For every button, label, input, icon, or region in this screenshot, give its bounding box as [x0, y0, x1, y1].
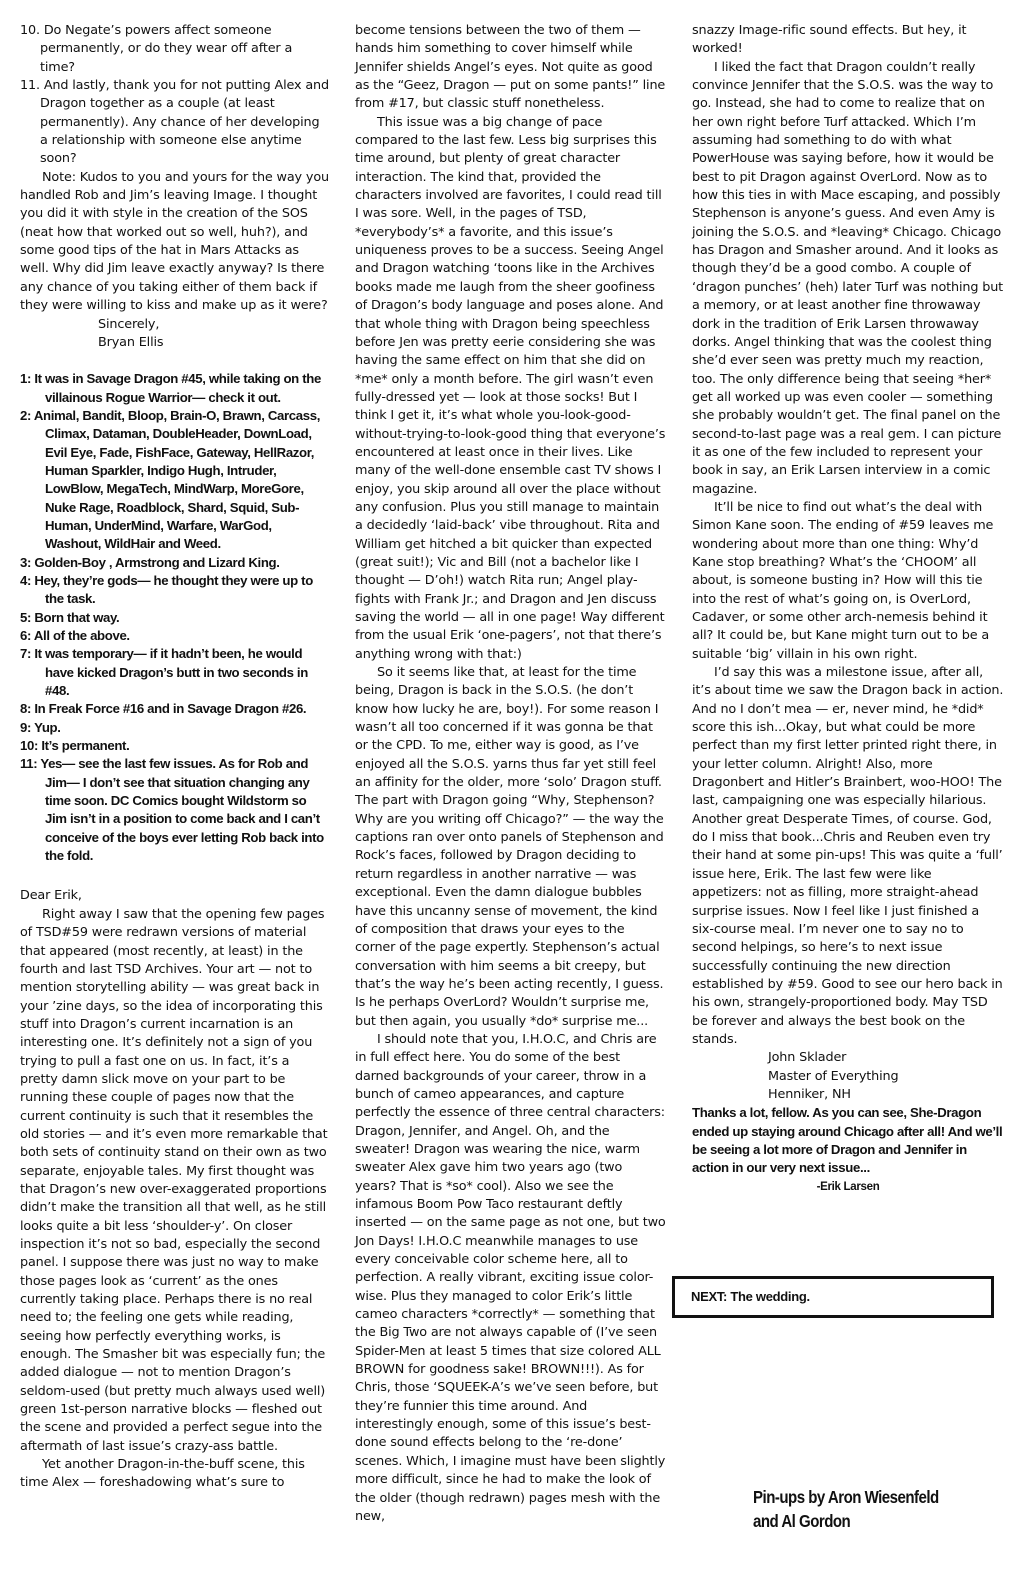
column-1	[20, 22, 330, 1493]
body-paragraph: I’d say this was a milestone issue, after all, it’s about time we saw the Dragon back in action. And no I don’t mea — er, never mind, he *did* score this ish...Okay, but what could be more perfect than my first letter printed right there, in your letter column. Alright! Also, more Dragonbert and Hitler’s Brainbert, woo-HOO! The last, campaigning one was especially hilarious. Another great Desperate Times, of course. God, do I miss that book...Chris and Reuben even try their hand at some pin-ups! This was quite a ‘full’ issue here, Erik. The last few were like appetizers: not as filling, more straight-ahead surprise issues. Now I feel like I just finished a six-course meal. I’m never one to say no to second helpings, so here’s to next issue successfully continuing the new direction established by #59. Good to see our hero back in his own, strangely-proportioned body. May TSD be forever and always the best book on the stands.	[692, 665, 1004, 1047]
answer-item: 11: Yes— see the last few issues. As for Rob and Jim— I don’t see that situation changing any time soon. DC Comics bought Wildstorm so Jim isn’t in a position to come back and I can’t conceive of the boys ever letting Rob back into the fold.	[20, 756, 324, 864]
answer-item: 2: Animal, Bandit, Bloop, Brain-O, Brawn, Carcass, Climax, Dataman, DoubleHeader, DownLoad, Evil Eye, Fade, FishFace, Gateway, HellRazor, Human Sparkler, Indigo Hugh, Intruder, LowBlow, MegaTech, MindWarp, MoreGore, Nuke Rage, Roadblock, Shard, Squid, Sub-Human, UnderMind, Warfare, WarGod, Washout, WildHair and Weed.	[20, 407, 321, 552]
editor-reply: Thanks a lot, fellow. As you can see, She-Dragon ended up staying around Chicago after all! And we’ll be seeing a lot more of Dragon and Jennifer in action in our very next issue...	[692, 1105, 1003, 1176]
answer-item: 7: It was temporary— if it hadn’t been, he would have kicked Dragon’s butt in two seconds in #48.	[20, 646, 308, 699]
editor-signoff: -Erik Larsen	[816, 1180, 880, 1193]
answers-list	[20, 370, 330, 865]
body-paragraph: It’ll be nice to find out what’s the deal with Simon Kane soon. The ending of #59 leaves me wondering about more than one thing: Why’d Kane stop breathing? What’s the ‘CHOOM’ all about, is someone busting in? How will this tie into the rest of what’s going on, is OverLord, Cadaver, or some other arch-nemesis behind it all? It could be, but Kane might turn out to be a suitable ‘big’ villain in his own right.	[692, 499, 994, 662]
letter-signer: Bryan Ellis	[98, 334, 164, 350]
body-paragraph: I liked the fact that Dragon couldn’t really convince Jennifer that the S.O.S. was the way to go. Instead, she had to come to realize that on her own right before Turf attacked. Which I’m assuming had something to do with what PowerHouse was saying before, how it would be best to pit Dragon against OverLord. Now as to how this ties in with Mace escaping, and possibly Stephenson is anyone’s guess. And even Amy is joining the S.O.S. and *leaving* Chicago. Chicago has Dragon and Smasher around. And it looks as though they’d be a good combo. A couple of ‘dragon punches’ (heh) later Turf was nothing but a memory, or at least another fine throwaway dork in the tradition of Erik Larsen throwaway dorks. Angel thinking that was the coolest thing she’d ever seen was pretty much my reaction, too. The only difference being that seeing *her* get all worked up was even cooler — something she probably wouldn’t get. The final panel on the second-to-last page was a real gem. I can picture it as one of the few included to represent your book in say, an Erik Larsen interview in a comic magazine.	[692, 59, 1004, 497]
answer-item: 10: It’s permanent.	[20, 738, 130, 754]
next-text: The wedding.	[730, 1289, 810, 1304]
next-issue-box	[672, 1276, 994, 1318]
pinup-credit-line-2: and Al Gordon	[753, 1511, 851, 1531]
signature-location: Henniker, NH	[768, 1086, 851, 1102]
answer-item: 9: Yup.	[20, 719, 61, 735]
body-paragraph: Yet another Dragon-in-the-buff scene, this time Alex — foreshadowing what’s sure to	[20, 1457, 305, 1491]
body-paragraph: snazzy Image-rific sound effects. But hey, it worked!	[692, 23, 967, 57]
answer-item: 3: Golden-Boy , Armstrong and Lizard King.	[20, 554, 280, 570]
answer-item: 1: It was in Savage Dragon #45, while taking on the villainous Rogue Warrior— check it out.	[20, 371, 321, 405]
signature-title: Master of Everything	[768, 1068, 899, 1084]
column-3	[692, 22, 1004, 1196]
body-paragraph: So it seems like that, at least for the time being, Dragon is back in the S.O.S. (he don’t know how lucky he are, boy!). For some reason I wasn’t all too concerned if it was gonna be that or the CPD. To me, either way is good, as I’ve enjoyed all the S.O.S. yarns thus far yet still feel an affinity for the older, more ‘solo’ Dragon stuff. The part with Dragon going “Why, Stephenson? Why are you writing off Chicago?” — the way the captions ran over onto panels of Stephenson and Rock’s faces, followed by Dragon deciding to return regardless in another narrative — was exceptional. Even the damn dialogue bubbles have this uncanny sense of movement, the kind of composition that draws your eyes to the corner of the page expertly. Stephenson’s actual conversation with him seems a bit creepy, but that’s the way he’s been acting recently, I guess. Is he perhaps OverLord? Wouldn’t surprise me, but then again, you usually *do* surprise me...	[355, 665, 664, 1029]
answer-item: 8: In Freak Force #16 and in Savage Dragon #26.	[20, 701, 307, 717]
answer-item: 4: Hey, they’re gods— he thought they were up to the task.	[20, 572, 313, 607]
answer-item: 5: Born that way.	[20, 609, 120, 625]
body-paragraph: This issue was a big change of pace compared to the last few. Less big surprises this time around, but plenty of great character interaction. The kind that, provided the characters involved are favorites, I could read till I was sore. Well, in the pages of TSD, *everybody’s* a favorite, and this issue’s uniqueness proves to be a success. Seeing Angel and Dragon watching ‘toons like in the Archives books made me laugh from the sheer goofiness of Dragon’s body language and poses alone. And that whole thing with Dragon being speechless before Jen was pretty eerie considering she was having the same effect on him that she did on *me* only a month before. The girl wasn’t even fully-dressed yet — look at those socks! But I think I get it, it’s what whole you-look-good-without-trying-to-look-good thing that everyone’s encountered at least once in their lives. Like many of the well-done ensemble cast TV shows I enjoy, you skip around all over the place without any confusion. Plus you still manage to maintain a decidedly ‘laid-back’ vibe throughout. Rita and William get hitched a bit quicker than expected (great suit!); Vic and Bill (not a bachelor like I thought — D’oh!) watch Rita run; Angel play-fights with Frank Jr.; and Dragon and Jen discuss saving the world — all in one page! Way different from the usual Erik ‘one-pagers’, not that there’s anything wrong with that:)	[355, 114, 666, 662]
signature-name: John Sklader	[768, 1050, 847, 1066]
question-11: 11. And lastly, thank you for not putting Alex and Dragon together as a couple (at least permanently). Any chance of her developing a relationship with someone else anytime soon?	[20, 78, 329, 167]
pinup-credit	[753, 1485, 977, 1533]
letter-closing: Sincerely,	[98, 316, 160, 332]
question-10: 10. Do Negate’s powers affect someone permanently, or do they wear off after a time?	[20, 23, 293, 75]
letter-note: Note: Kudos to you and yours for the way you handled Rob and Jim’s leaving Image. I thought you did it with style in the creation of the SOS (neat how that worked out so well, huh?), and some good tips of the hat in Mars Attacks as well. Why did Jim leave exactly anyway? Is there any chance of you taking either of them back if they were willing to kiss and make up as it were?	[20, 169, 329, 314]
body-paragraph: I should note that you, I.H.O.C, and Chris are in full effect here. You do some of the best darned backgrounds of your career, throw in a bunch of cameo appearances, and capture perfectly the essence of three central characters: Dragon, Jennifer, and Angel. Oh, and the sweater! Dragon was wearing the nice, warm sweater Alex gave him two years ago (two years? That is *so* cool). Also we see the infamous Boom Pow Taco restaurant deftly inserted — on the same page as not one, but two Jon Days! I.H.O.C meanwhile manages to use every conceivable color scheme here, all to perfection. A really vibrant, exciting issue color-wise. Plus they managed to color Erik’s little cameo characters *correctly* — something that the Big Two are not always capable of (I’ve seen Spider-Men at least 5 times that size colored ALL BROWN for goodness sake! BROWN!!!). As for Chris, those ‘SQUEEK-A’s we’ve seen before, but they’re funnier this time around. And interestingly enough, some of this issue’s best-done sound effects belong to the ‘re-done’ scenes. Which, I imagine must have been slightly more difficult, since he had to make the look of the older (though redrawn) pages mesh with the new,	[355, 1031, 666, 1524]
answer-item: 6: All of the above.	[20, 628, 130, 643]
body-paragraph: Right away I saw that the opening few pages of TSD#59 were redrawn versions of material that appeared (most recently, at least) in the fourth and last TSD Archives. Your art — not to mention storytelling ability — was great back in your ’zine days, so the idea of incorporating this stuff into Dragon’s current incarnation is an interesting one. It’s definitely not a sign of you trying to pull a fast one on us. In fact, it’s a pretty damn slick move on your part to be running these couple of pages now that the current continuity is such that it resembles the old stories — and it’s even more remarkable that both sets of continuity stand on their own as two separate, enjoyable tales. My first thought was that Dragon’s new over-exaggerated proportions didn’t make the transition all that well, as he still looks quite a bit less ‘shoulder-y’. On closer inspection it’s not so bad, especially the second panel. I suppose there was just no way to make those pages look as ‘current’ as the ones currently taking place. Perhaps there is no real need to; the feeling one gets while reading, seeing how perfectly everything works, is enough. The Smasher bit was especially fun; the added dialogue — not to mention Dragon’s seldom-used (but pretty much always used well) green 1st-person narrative blocks — fleshed out the scene and provided a perfect segue into the aftermath of last issue’s crazy-ass battle.	[20, 906, 328, 1454]
column-2	[355, 22, 667, 1526]
next-label: NEXT:	[691, 1289, 728, 1304]
body-paragraph: become tensions between the two of them — hands him something to cover himself while Jennifer shields Angel’s eyes. Not quite as good as the “Geez, Dragon — put on some pants!” line from #17, but classic stuff nonetheless.	[355, 23, 666, 112]
salutation: Dear Erik,	[20, 888, 82, 904]
pinup-credit-line-1: Pin-ups by Aron Wiesenfeld	[753, 1487, 939, 1507]
